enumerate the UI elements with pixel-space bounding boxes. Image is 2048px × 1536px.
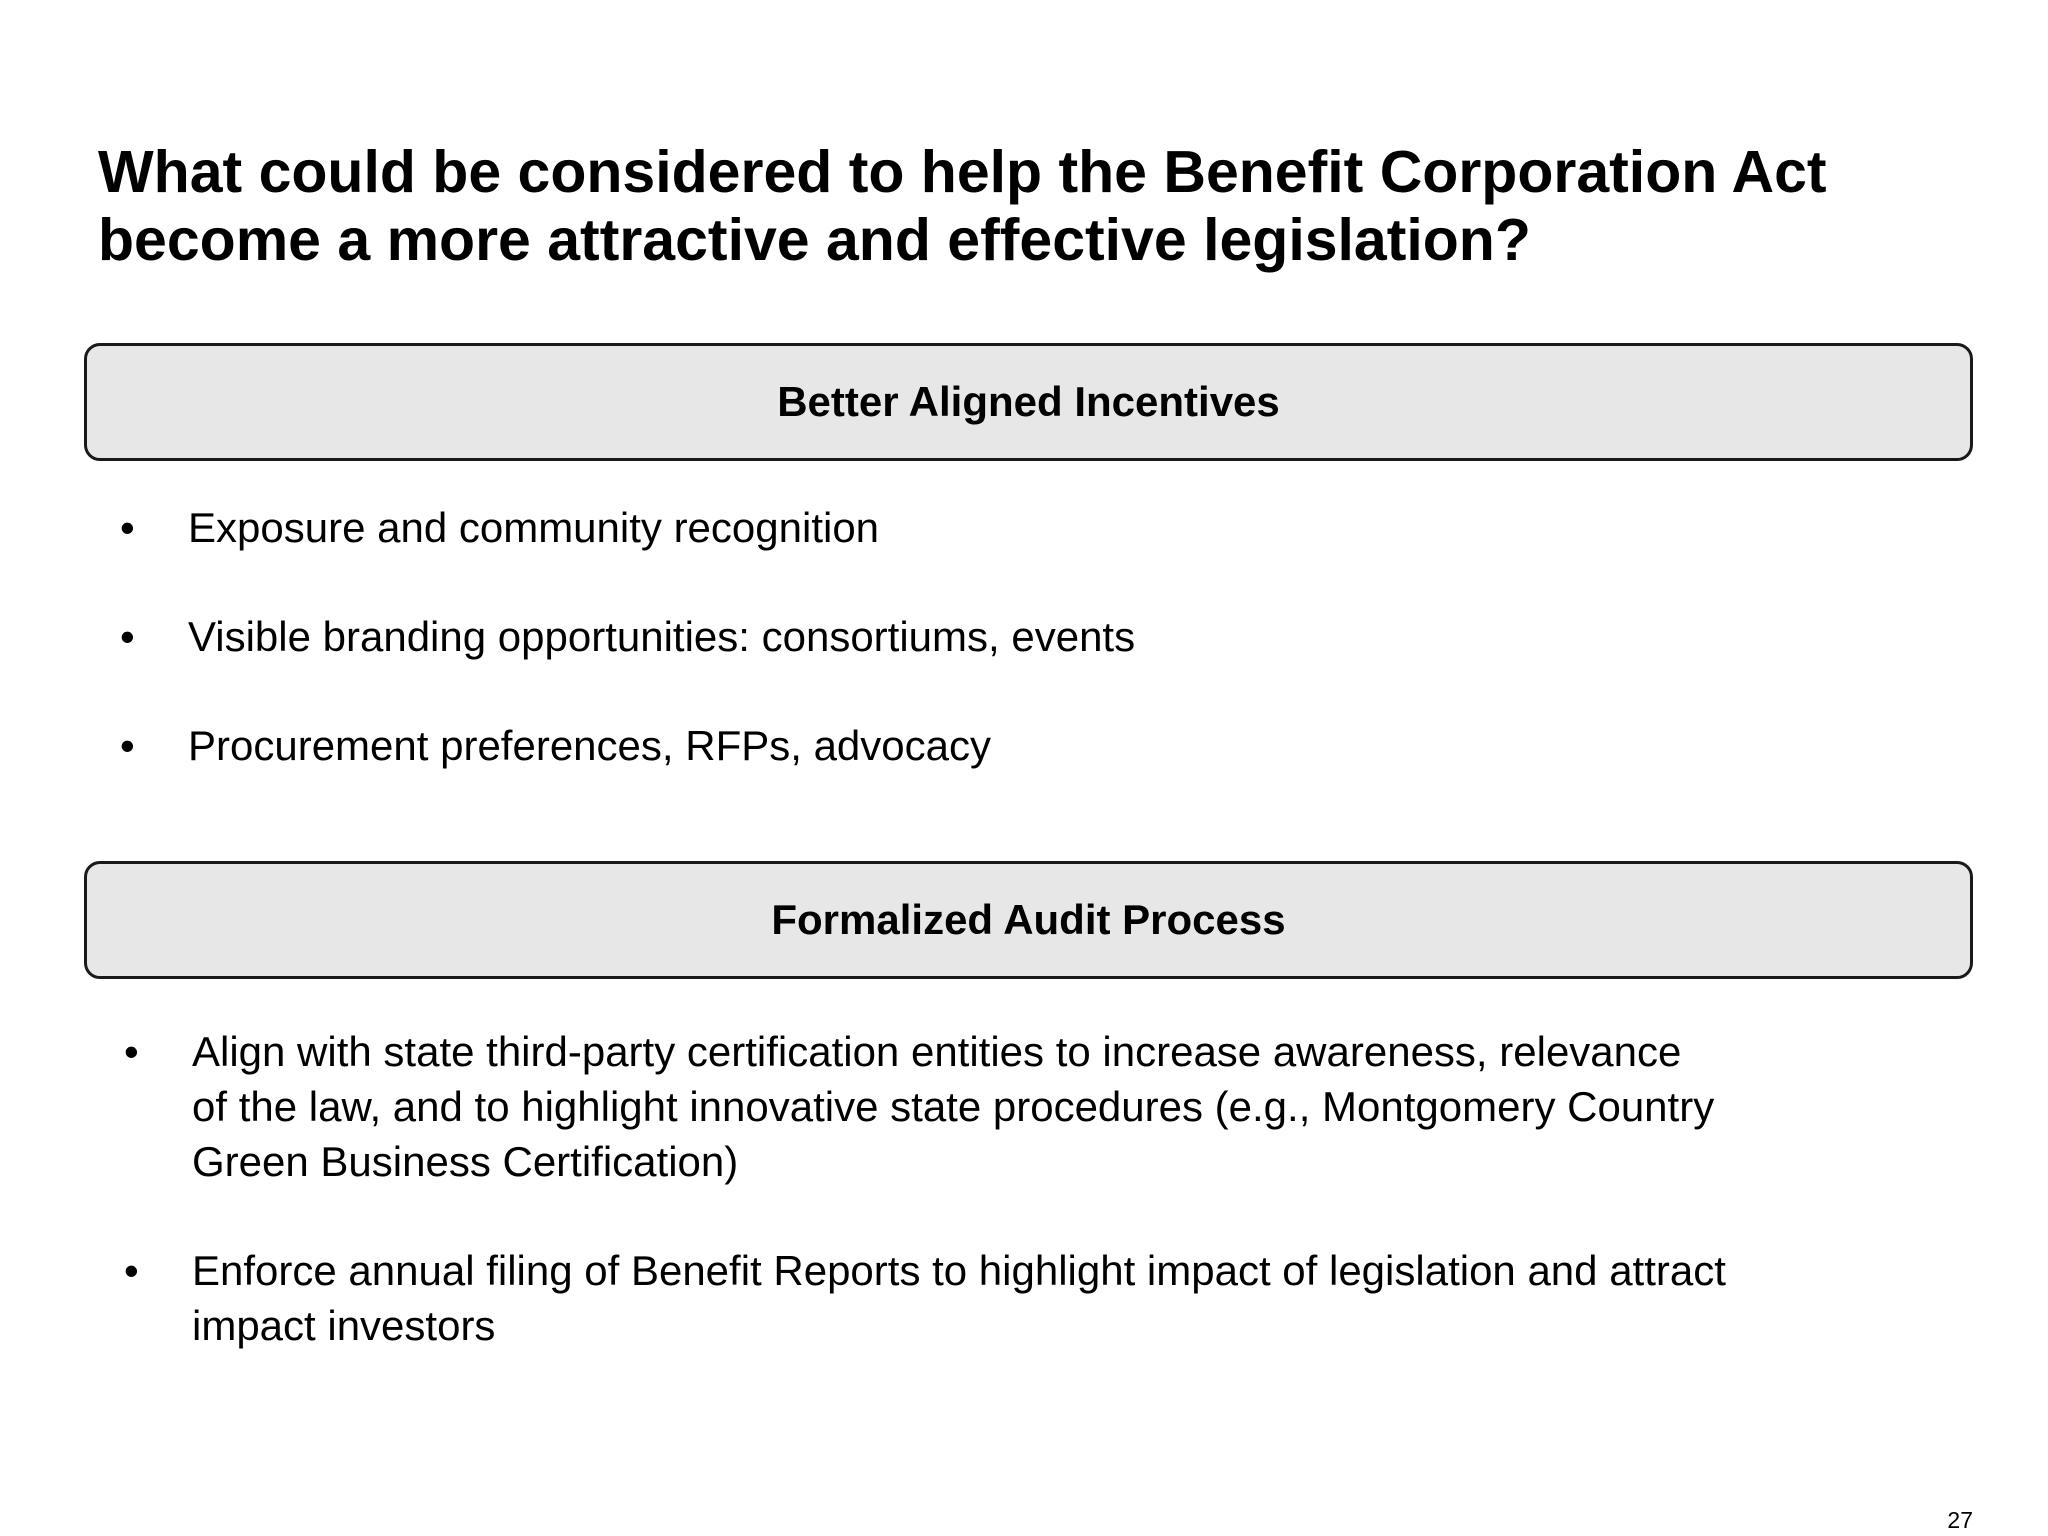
list-item	[120, 500, 1940, 555]
bullet-text: Align with state third-party certification entities to increase awareness, relevance of the law, and to highlight innovative state procedures (e.g., Montgomery Country Green Business Certification)	[192, 1028, 1715, 1185]
bullet-icon: •	[120, 613, 135, 660]
bullet-text: Exposure and community recognition	[188, 504, 880, 551]
section-heading: Formalized Audit Process	[771, 896, 1286, 943]
incentives-bullet-list	[120, 500, 1940, 773]
bullet-icon: •	[120, 722, 135, 769]
audit-bullet-list	[124, 1024, 1944, 1353]
bullet-icon: •	[124, 1247, 139, 1294]
slide-title: What could be considered to help the Benefit Corporation Act become a more attractive and effective legislation?	[98, 139, 1827, 273]
bullet-icon: •	[120, 504, 135, 551]
list-item	[120, 718, 1940, 773]
bullet-text: Enforce annual filing of Benefit Reports to highlight impact of legislation and attract impact investors	[192, 1247, 1726, 1349]
bullet-text: Visible branding opportunities: consortiums, events	[188, 613, 1136, 660]
bullet-text: Procurement preferences, RFPs, advocacy	[188, 722, 992, 769]
section-heading: Better Aligned Incentives	[777, 378, 1280, 425]
section-header-audit	[84, 861, 1973, 979]
bullet-icon: •	[124, 1028, 139, 1075]
section-header-incentives	[84, 343, 1973, 461]
list-item	[120, 609, 1940, 664]
list-item	[124, 1243, 1944, 1353]
page-number: 27	[1947, 1507, 1973, 1533]
list-item	[124, 1024, 1944, 1189]
